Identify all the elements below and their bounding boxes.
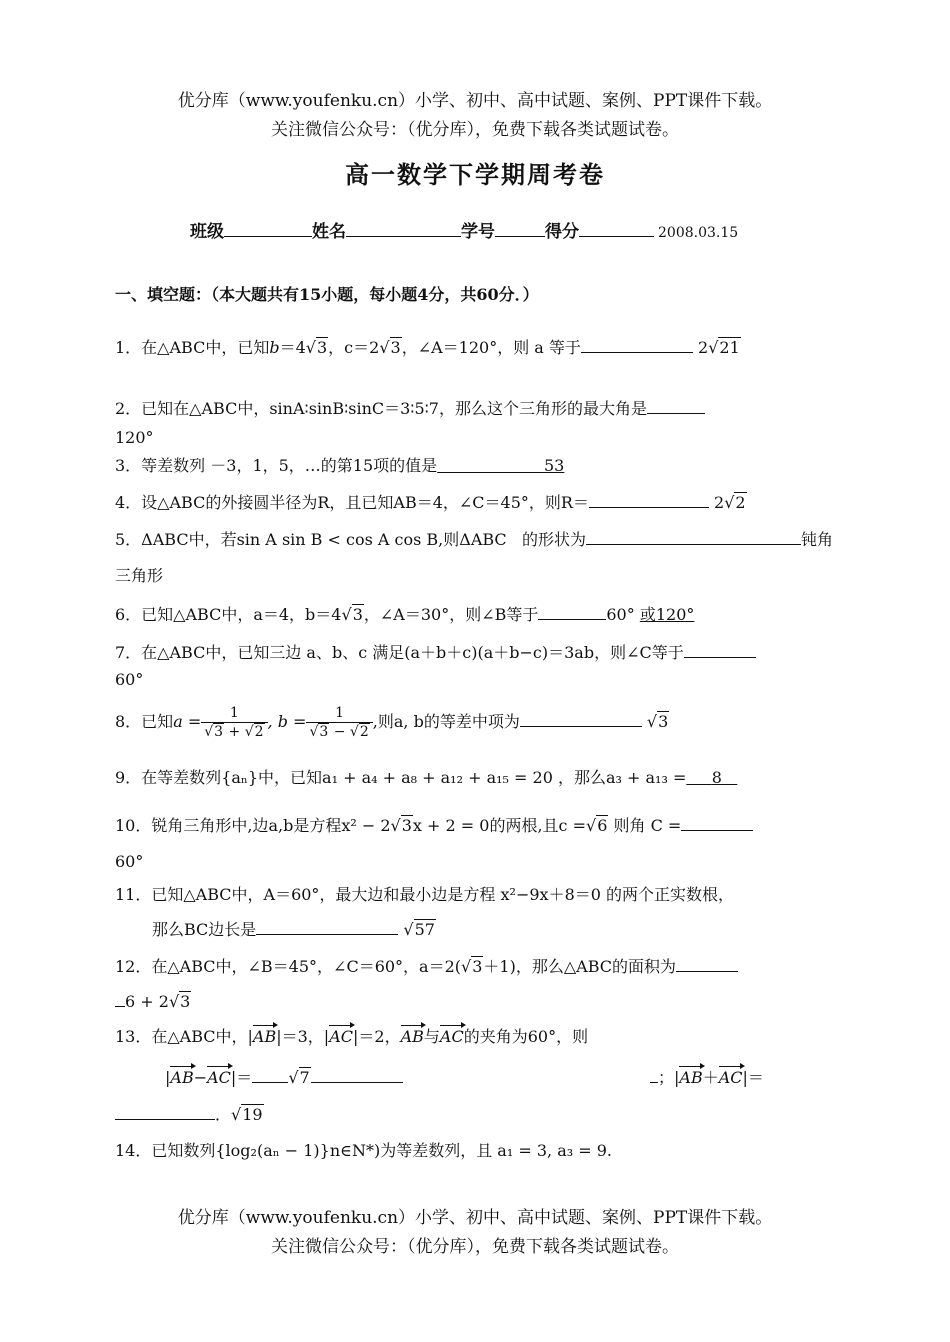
question-10: 10．锐角三角形中,边a,b是方程x² − 2√3x + 2 = 0的两根,且c =√6 则角 C = (115, 814, 753, 836)
q4-text: 4．设△ABC的外接圆半径为R，且已知AB＝4，∠C＝45°，则R＝ (115, 493, 589, 512)
q5-mid: 的形状为 (521, 530, 586, 549)
question-3 (115, 456, 564, 476)
q12-answer-pre: 6 + 2 (125, 992, 169, 1011)
q8-pre: 8．已知 (115, 712, 174, 731)
q13-vec-ac: AC (329, 1027, 353, 1046)
question-13-line-2-right (650, 1066, 764, 1088)
q4-answer-rad: 2 (735, 493, 746, 512)
q1-eq1: ＝4 (279, 338, 306, 357)
q13-eq-2: |＝ (742, 1068, 764, 1087)
q13-sep: ；| (658, 1068, 680, 1087)
q3-answer-value: 53 (543, 456, 565, 475)
q10-answer: 60° (115, 852, 144, 871)
q12-tail: ＋1)，那么△ABC的面积为 (483, 957, 676, 976)
q13-pre: 13．在△ABC中，| (115, 1027, 253, 1046)
q13-minus: − (193, 1068, 208, 1087)
q13-vec-ab-2: AB (400, 1027, 424, 1046)
q12-rad: 3 (472, 957, 483, 976)
q2-blank (647, 397, 705, 414)
q4-answer: 2√2 (714, 493, 746, 512)
q3-answer (437, 456, 564, 475)
id-label: 学号 (461, 222, 495, 242)
q13-blank-1a (252, 1066, 288, 1083)
q10-crad: 6 (597, 816, 608, 835)
q2-answer: 120° (115, 428, 154, 447)
q8-d1-r2: 2 (254, 724, 264, 740)
question-1: 1．在△ABC中，已知b＝4√3，c＝2√3，∠A＝120°，则 a 等于 2√21 (115, 338, 740, 357)
section-title: 一、填空题： (115, 285, 212, 304)
q8-frac-a-den: √3 + √2 (204, 724, 264, 740)
q8-d2-op: − (333, 724, 346, 740)
q13-vec-ac-3: AC (207, 1068, 231, 1087)
q10-rad: 3 (401, 816, 412, 835)
q1-tail: ，∠A＝120°，则 a 等于 (401, 338, 581, 357)
q8-d2-r2: 2 (359, 724, 369, 740)
q2-text: 2．已知在△ABC中，sinA∶sinB∶sinC＝3∶5∶7，那么这个三角形的最大角是 (115, 399, 647, 418)
score-label: 得分 (545, 222, 579, 242)
question-6: 6．已知△ABC中，a＝4，b＝4√3，∠A＝30°，则∠B等于 60° 或120° (115, 605, 695, 624)
q4-answer-coef: 2 (714, 493, 725, 512)
question-8 (115, 704, 669, 741)
footer-line-2: 关注微信公众号：（优分库），免费下载各类试题试卷。 (271, 1237, 679, 1257)
q11-line2-text: 那么BC边长是 (152, 920, 257, 939)
q13-blank-1b (311, 1066, 403, 1083)
q8-d1-op: + (228, 724, 241, 740)
header-line-2: 关注微信公众号：（优分库），免费下载各类试题试卷。 (271, 120, 679, 140)
q8-blank (520, 710, 642, 727)
q13-m2: |＝2， (353, 1027, 401, 1046)
q6-tail: ，∠A＝30°，则∠B等于 (363, 605, 539, 624)
q3-text: 3．等差数列 －3，1，5，…的第15项的值是 (115, 456, 438, 475)
q6-rad: 3 (352, 605, 363, 624)
question-13-line-2: |AB−AC|＝ √7 (165, 1066, 403, 1088)
q5-answer: 钝角 (800, 530, 833, 549)
q13-tail: 的夹角为60°，则 (463, 1027, 589, 1046)
q13-answer-2: ．√19 (115, 1103, 264, 1125)
q13-answer-2-rad: 19 (242, 1105, 263, 1124)
q12-blank (676, 955, 738, 972)
q8-answer-rad: 3 (658, 712, 669, 731)
question-9 (115, 768, 737, 788)
header-line-1: 优分库（www.youfenku.cn）小学、初中、高中试题、案例、PPT课件下载。 (177, 91, 773, 111)
q5-blank (586, 528, 801, 545)
q6-answer-1: 60° (606, 605, 635, 624)
question-4 (115, 491, 747, 513)
q9-answer-value: 8 (711, 768, 722, 787)
q8-var-b: , b = (267, 712, 307, 731)
q12-answer-rad: 3 (180, 992, 191, 1011)
q13-vec-ab: AB (252, 1027, 277, 1046)
q8-frac-a (201, 704, 267, 741)
q1-answer-rad: 21 (719, 338, 740, 357)
section-note: （本大题共有15小题，每小题4分，共60分．） (211, 285, 539, 304)
q8-frac-b-num: 1 (306, 704, 372, 723)
q13-m1: |＝3，| (276, 1027, 330, 1046)
footer-line-1: 优分库（www.youfenku.cn）小学、初中、高中试题、案例、PPT课件下载。 (177, 1208, 773, 1228)
q9-seq: {aₙ} (221, 768, 259, 787)
class-label: 班级 (190, 222, 224, 242)
q8-var-a: a = (173, 712, 202, 731)
q8-frac-a-num: 1 (201, 704, 267, 723)
q10-tail: 则角 C = (608, 816, 682, 835)
q13-plus: ＋ (702, 1068, 719, 1087)
q6-text: 6．已知△ABC中，a＝4，b＝4 (115, 605, 342, 624)
student-info-line (190, 217, 738, 242)
q6-answer-2: 或120° (639, 605, 695, 624)
q8-tail: ,则a, b的等差中项为 (372, 712, 520, 731)
q13-m3: 与 (423, 1027, 440, 1046)
q13-blank-1c (650, 1066, 658, 1083)
question-11: 11．已知△ABC中，A＝60°，最大边和最小边是方程 x²−9x＋8＝0 的两个正实数根， (115, 885, 735, 904)
q1-answer: 2√21 (698, 338, 740, 357)
q9-answer (686, 768, 737, 787)
name-blank (346, 218, 461, 237)
id-blank (495, 218, 545, 237)
q11-answer: √57 (403, 920, 435, 939)
q1-eq2: ＝2 (353, 338, 380, 357)
q12-text: 12．在△ABC中，∠B＝45°，∠C＝60°，a＝2( (115, 957, 462, 976)
q8-frac-b (306, 704, 372, 741)
exam-date: 2008.03.15 (658, 225, 739, 241)
q12-answer: 6 + 2√3 (115, 990, 191, 1012)
q8-frac-b-den: √3 − √2 (309, 724, 369, 740)
q1-text: 1．在△ABC中，已知 (115, 338, 270, 357)
q10-mid: x + 2 = 0的两根,且c = (412, 816, 586, 835)
score-blank (579, 218, 654, 237)
q7-text: 7．在△ABC中，已知三边 a、b、c 满足(a＋b＋c)(a＋b−c)＝3ab，则∠C等于 (115, 643, 684, 662)
q10-blank (681, 814, 753, 831)
q9-mid: 中，已知a₁ + a₄ + a₈ + a₁₂ + a₁₅ = 20 ，那么a₃ + a₁₃ = (258, 768, 687, 787)
question-2 (115, 397, 705, 419)
class-blank (224, 218, 312, 237)
q13-dot: ． (215, 1105, 232, 1124)
q13-answer-1-rad: 7 (299, 1068, 310, 1087)
q7-answer: 60° (115, 670, 144, 689)
q13-vec-ab-4: AB (679, 1068, 703, 1087)
q9-seq-term: aₙ (231, 768, 248, 787)
q1-rad1: 3 (316, 338, 328, 357)
q5-text: 5．ΔABC中，若sin A sin B < cos A cos B,则ΔABC (115, 530, 507, 549)
question-13 (115, 1027, 588, 1047)
q13-blank-2 (115, 1103, 215, 1120)
q7-blank (684, 641, 756, 658)
question-7 (115, 641, 756, 663)
q11-blank (256, 918, 398, 935)
section-heading (115, 282, 539, 305)
q1-var-c: ，c (328, 338, 354, 357)
question-11-line-2 (152, 918, 436, 940)
q13-vec-ac-4: AC (718, 1068, 743, 1087)
q5-continuation: 三角形 (115, 566, 164, 585)
q8-d2-r1: 3 (319, 724, 329, 740)
q12-answer-blank (115, 990, 125, 1007)
q9-text: 9．在等差数列 (115, 768, 222, 787)
q13-vec-ac-2: AC (439, 1027, 464, 1046)
q1-rad2: 3 (390, 338, 401, 357)
question-14: 14．已知数列{log₂(aₙ − 1)}n∈N*)为等差数列，且 a₁ = 3, a₃ = 9. (115, 1141, 612, 1160)
q1-answer-coef: 2 (698, 338, 709, 357)
question-12: 12．在△ABC中，∠B＝45°，∠C＝60°，a＝2(√3＋1)，那么△ABC的面积为 (115, 955, 738, 977)
q4-blank (589, 491, 709, 508)
question-5 (115, 528, 833, 550)
q1-blank (581, 336, 693, 353)
q11-answer-rad: 57 (414, 920, 435, 939)
q13-eq-1: |＝ (230, 1068, 253, 1087)
q1-var-b: b (269, 338, 280, 357)
q10-text: 10．锐角三角形中,边a,b是方程x² − 2 (115, 816, 391, 835)
page-title: 高一数学下学期周考卷 (345, 160, 605, 189)
q8-answer: √3 (646, 712, 669, 731)
q8-d1-r1: 3 (214, 724, 224, 740)
name-label: 姓名 (312, 222, 346, 242)
q13-bar-1: | (165, 1068, 171, 1087)
q13-vec-ab-3: AB (170, 1068, 194, 1087)
q6-blank (538, 603, 606, 620)
